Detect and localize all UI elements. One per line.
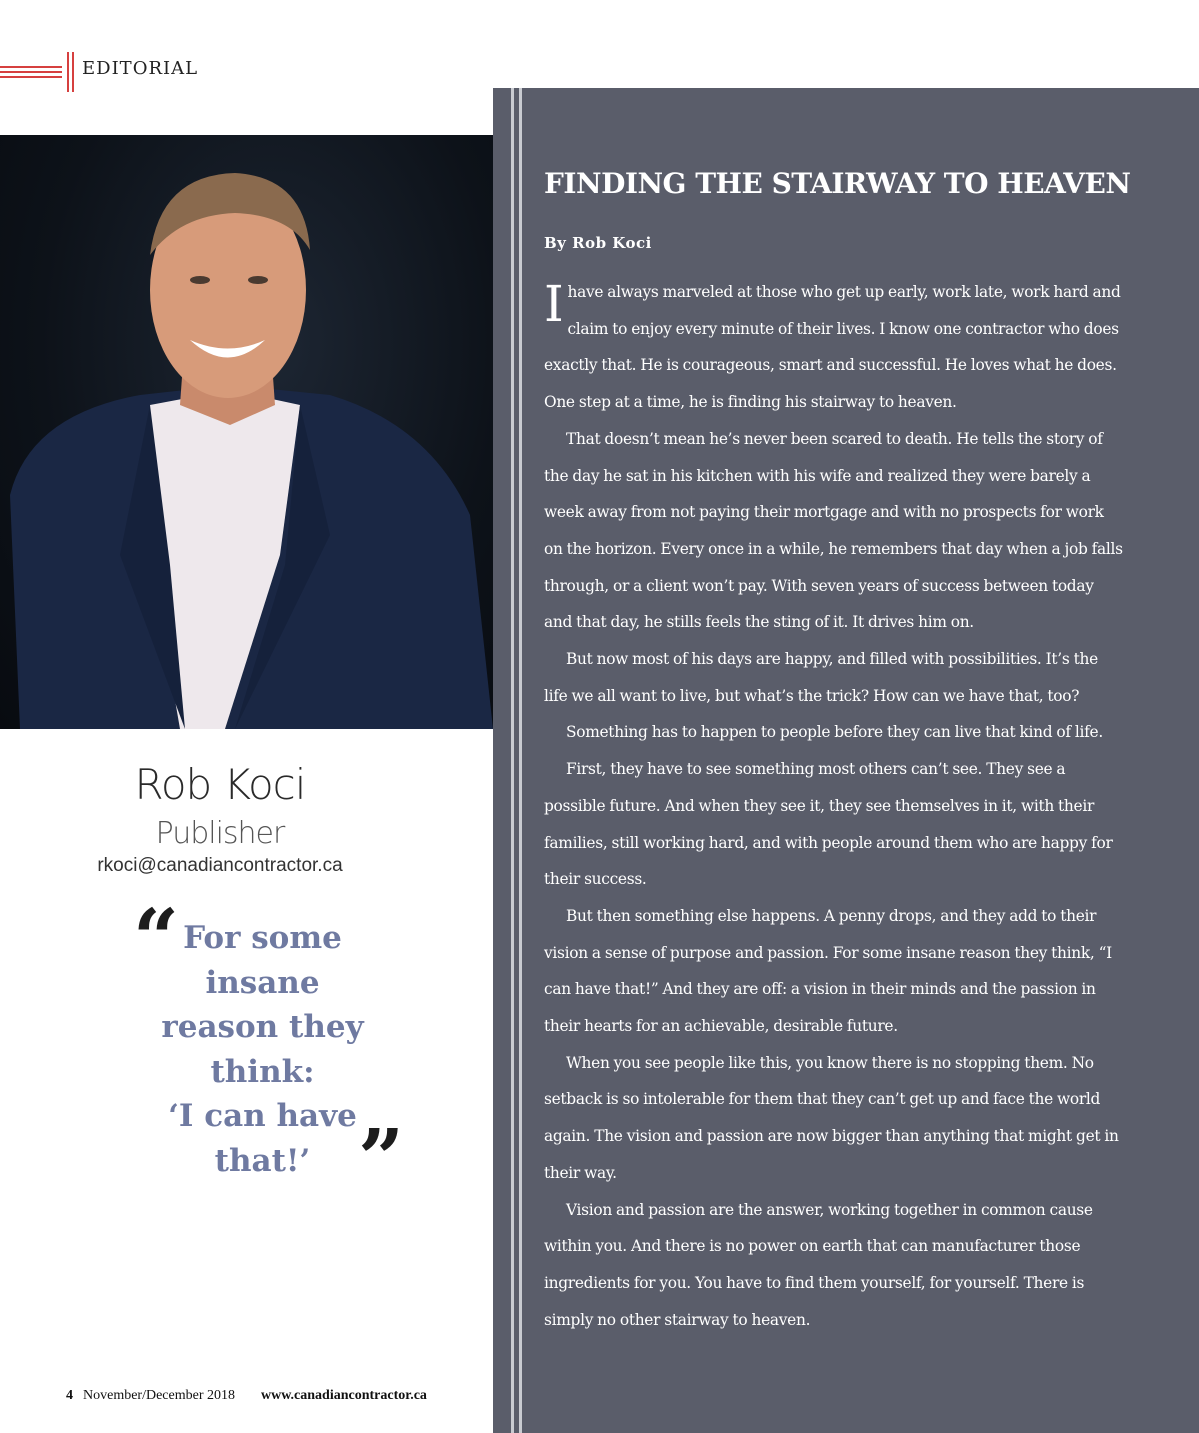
pull-quote [150,916,375,1183]
open-quote-mark: “ [133,891,180,985]
article-paragraph: When you see people like this, you know there is no stopping them. No setback is so intolerable for them that they can’t get up and face the world again. The vision and passion are now bigger than anything that might get in their way. [544,1053,1119,1182]
section-rule-lines [0,66,62,80]
pull-quote-line: insane [205,964,320,1001]
author-email-link[interactable]: rkoci@canadiancontractor.ca [97,855,343,876]
pull-quote-line: think: [210,1053,315,1090]
section-label: EDITORIAL [82,58,199,79]
pull-quote-line: that!’ [214,1142,311,1179]
article-paragraph: That doesn’t mean he’s never been scared to death. He tells the story of the day he sat in his kitchen with his wife and realized they were barely a week away from not paying their mortgage and with no prospects for work on the horizon. Every once in a while, he remembers that day when a job falls through, or a client won’t pay. With seven years of success between today and that day, he stills feels the sting of it. It drives him on. [544,429,1123,632]
issue-date: November/December 2018 [83,1388,235,1403]
article-paragraph [544,274,1124,421]
pull-quote-line: ‘I can have [168,1098,357,1134]
pull-quote-line: reason they [161,1009,364,1045]
page-footer [66,1388,486,1404]
section-divider-lines [67,52,75,92]
article-first-paragraph-text: have always marveled at those who get up early, work late, work hard and claim to enjoy every minute of their lives. I know one contractor who does exactly that. He is courageous, smart and successful. He loves what he does. One step at a time, he is finding his stairway to heaven. [544,283,1121,412]
panel-stripe [519,88,522,1433]
section-header [0,58,210,94]
author-name: Rob Koci [134,760,306,809]
drop-cap: I [544,275,564,333]
article-paragraph: First, they have to see something most others can’t see. They see a possible future. And when they see it, they see themselves in it, with their families, still working hard, and with people around them who are happy for their success. [544,760,1113,889]
close-quote-mark: ” [358,1111,405,1205]
panel-stripe [511,88,514,1433]
article-paragraph: But now most of his days are happy, and filled with possibilities. It’s the life we all want to live, but what’s the trick? How can we have that, too? [544,650,1098,705]
author-role: Publisher [155,816,285,851]
article-paragraph: Vision and passion are the answer, working together in common cause within you. And there is no power on earth that can manufacturer those ingredients for you. You have to find them yourself, for yourself. There is simply no other stairway to heaven. [544,1200,1093,1329]
article-byline: By Rob Koci [544,234,652,252]
page-number: 4 [66,1388,73,1403]
pull-quote-line: For some [183,920,342,956]
article-headline: FINDING THE STAIRWAY TO HEAVEN [544,167,1131,200]
article-paragraph: But then something else happens. A penny drops, and they add to their vision a sense of purpose and passion. For some insane reason they think, “I can have that!” And they are off: a vision in their minds and the passion in their hearts for an achievable, desirable future. [544,906,1112,1036]
article-body [544,274,1124,1338]
article-paragraph: Something has to happen to people before they can live that kind of life. [566,723,1103,742]
website-link[interactable]: www.canadiancontractor.ca [261,1388,427,1403]
author-photo [0,135,493,729]
